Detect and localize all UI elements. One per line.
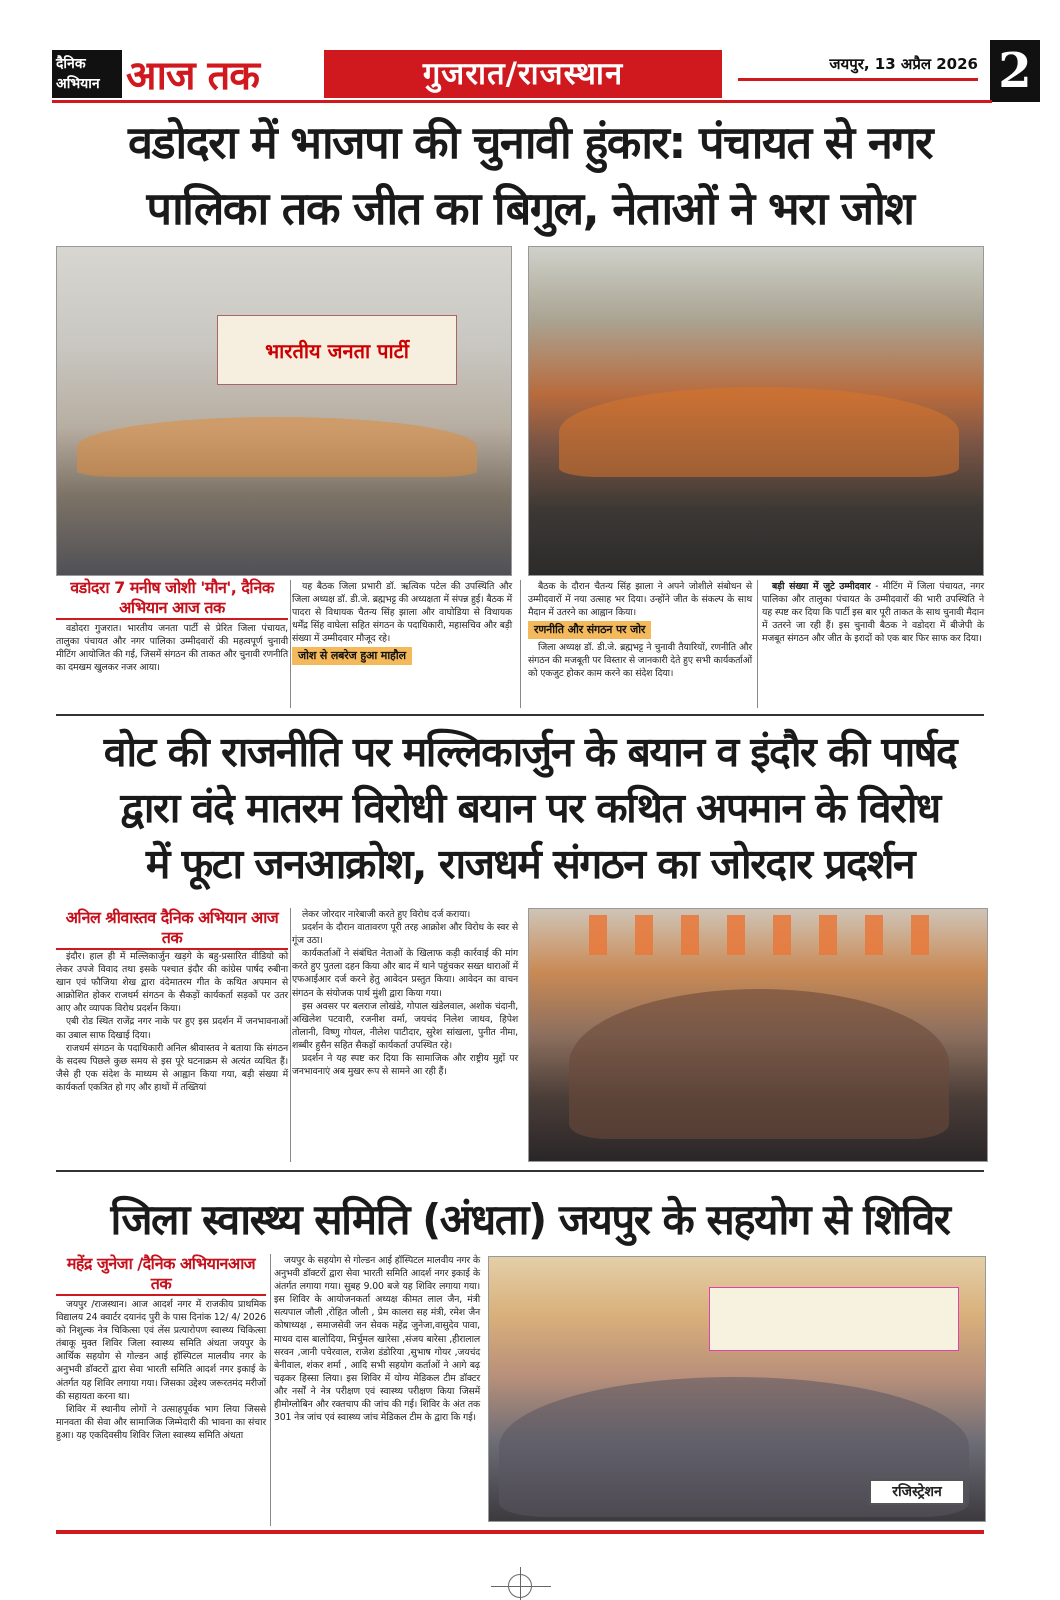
story2-headline [40, 724, 1020, 892]
story1-subhead-2: रणनीति और संगठन पर जोर [528, 621, 651, 639]
logo-line-2: अभियान [56, 76, 100, 92]
story3-paragraph: शिविर में स्थानीय लोगों ने उत्साहपूर्वक भाग लिया जिससे मानवता की सेवा और सामाजिक जिम्मेदारी की भावना का संचार हुआ। यह एकदिवसीय शिविर जिला स्वास्थ्य समिति अंधता [56, 1403, 266, 1441]
story3-column-1 [56, 1298, 266, 1442]
logo-line-1: दैनिक [56, 56, 86, 72]
story2-paragraph: कार्यकर्ताओं ने संबंधित नेताओं के खिलाफ कड़ी कार्रवाई की मांग करते हुए पुतला दहन किया और बाद में थाने पहुंचकर सख्त धाराओं में एफआईआर दर्ज करने हेतु आवेदन प्रस्तुत किया। आवेदन का वाचन संगठन के संयोजक पार्थ मुंशी द्वारा किया गया। [292, 948, 518, 999]
registration-mark-icon [508, 1574, 532, 1598]
story2-paragraph: एबी रोड स्थित राजेंद्र नगर नाके पर हुए इस प्रदर्शन में जनभावनाओं का उबाल साफ दिखाई दिया। [56, 1016, 288, 1041]
story1-paragraph: यह बैठक जिला प्रभारी डॉ. ऋत्विक पटेल की उपस्थिति और जिला अध्यक्ष डॉ. डी.जे. ब्रह्मभट्ट की अध्यक्षता में संपन्न हुई। बैठक में पादरा से विधायक चैतन्य सिंह झाला और वाघोडिया से विधायक धर्मेंद्र सिंह वाघेला सहित संगठन के पदाधिकारी, महासचिव और बड़ी संख्या में उम्मीदवार मौजूद रहे। [292, 581, 512, 645]
story2-byline: अनिल श्रीवास्तव दैनिक अभियान आज तक [56, 908, 288, 950]
story2-paragraph: राजधर्म संगठन के पदाधिकारी अनिल श्रीवास्तव ने बताया कि संगठन के सदस्य पिछले कुछ समय से इस पूरे घटनाक्रम से अत्यंत व्यथित हैं। जैसे ही एक संदेश के माध्यम से आह्वान किया गया, बड़ी संख्या में कार्यकर्ता एकत्रित हो गए और हाथों में तख्तियां [56, 1042, 288, 1093]
page-number: 2 [990, 40, 1040, 102]
masthead [52, 43, 1032, 102]
registration-sign: रजिस्ट्रेशन [869, 1479, 965, 1505]
story2-headline-line3: में फूटा जनआक्रोश, राजधर्म संगठन का जोरदार प्रदर्शन [145, 840, 915, 888]
masthead-rule [52, 100, 992, 103]
saffron-flags [589, 915, 929, 955]
dateline: जयपुर, 13 अप्रैल 2026 [829, 55, 978, 73]
story1-para5-lead: बड़ी संख्या में जुटे उम्मीदवार [772, 581, 871, 592]
column-divider [290, 908, 291, 1162]
story-divider [56, 1170, 984, 1172]
story1-photo-crowd [528, 246, 984, 576]
story2-protest-photo [528, 908, 988, 1162]
camp-banner [709, 1287, 959, 1351]
story2-headline-line2: द्वारा वंदे मातरम विरोधी बयान पर कथित अपमान के विरोध [120, 784, 940, 832]
story3-camp-photo [488, 1256, 986, 1522]
dateline-rule [738, 78, 978, 81]
story1-paragraph: वडोदरा गुजरात। भारतीय जनता पार्टी से प्रेरित जिला पंचायत, तालुका पंचायत और नगर पालिका उम्मीदवारों की महत्वपूर्ण चुनावी मीटिंग आयोजित की गई, जिसमें संगठन की ताकत और चुनावी रणनीति का दमखम खुलकर नजर आया। [56, 623, 288, 674]
seated-leaders [77, 417, 477, 477]
page-bottom-rule [56, 1530, 984, 1534]
column-divider [270, 1254, 271, 1526]
story1-headline-line2: पालिका तक जीत का बिगुल, नेताओं ने भरा जोश [146, 182, 914, 235]
story1-column-2 [292, 580, 512, 667]
audience-group [559, 387, 959, 477]
story1-column-1 [56, 622, 288, 674]
story3-column-2 [274, 1254, 480, 1424]
story2-paragraph: लेकर जोरदार नारेबाजी करते हुए विरोध दर्ज कराया। [302, 909, 471, 920]
story1-column-4 [762, 580, 984, 645]
story2-paragraph: इंदौर। हाल ही में मल्लिकार्जुन खड़गे के बहु-प्रसारित वीडियो को लेकर उपजे विवाद तथा इसके पश्चात इंदौर की कांग्रेस पार्षद रुबीना खान एवं फौजिया शेख द्वारा वंदेमातरम गीत के कथित अपमान से आक्रोशित होकर राजधर्म संगठन के सैकड़ों कार्यकर्ता सड़कों पर उतर आए और व्यापक विरोध प्रदर्शन किया। [56, 951, 288, 1015]
bjp-banner: भारतीय जनता पार्टी [217, 315, 457, 385]
story1-paragraph [762, 580, 984, 645]
story1-para5-body: - मीटिंग में जिला पंचायत, नगर पालिका और तालुका पंचायत के उम्मीदवारों की भारी उपस्थिति ने यह स्पष्ट कर दिया कि पार्टी इस बार पूरी ताकत के साथ चुनावी मैदान में उतरने जा रही हैं। इस चुनावी बैठक ने वडोदरा में बीजेपी के मजबूत संगठन और जीत के इरादों को एक बार फिर साफ कर दिया। [762, 581, 984, 645]
story3-paragraph: जयपुर के सहयोग से गोल्डन आई हॉस्पिटल मालवीय नगर के अनुभवी डॉक्टरों द्वारा सेवा भारती समिति आदर्श नगर इकाई के अंतर्गत लगाया गया। सुबह 9.00 बजे यह शिविर लगाया गया। इस शिविर के आयोजनकर्ता अध्यक्ष कीमत लाल जैन, मंत्री सत्यपाल जौली ,रोहित जौली , प्रेम कालरा सह मंत्री, रमेश जैन कोषाध्यक्ष , समाजसेवी जन सेवक महेंद्र जुनेजा,वासुदेव पावा, माधव दास बालोदिया, मिर्चुमल खारेसा ,संजय बारेसा ,हीरालाल सरवन ,जानी पचेरवाल, राजेश डंडोरिया ,सुभाष गोयर ,जयचंद बेनीवाल, शंकर शर्मा , आदि सभी सहयोग कर्ताओं ने आगे बढ़ चढ़कर हिस्सा लिया। इस शिविर में योग्य मेडिकल टीम डॉक्टर और नर्सों ने नेत्र परीक्षण एवं स्वास्थ्य परीक्षण किया जिसमें हीमोग्लोबिन और रक्तचाप की जांच की गई। शिविर के अंत तक 301 नेत्र जांच एवं स्वास्थ्य जांच मेडिकल टीम के द्वारा कि गई। [274, 1255, 480, 1424]
story1-subhead-1: जोश से लबरेज हुआ माहौल [292, 647, 412, 665]
newspaper-logo-small [52, 50, 122, 98]
story1-byline: वडोदरा 7 मनीष जोशी 'मौन', दैनिक अभियान आज तक [56, 578, 288, 620]
story3-headline: जिला स्वास्थ्य समिति (अंधता) जयपुर के सहयोग से शिविर [110, 1195, 950, 1244]
story1-photo-stage [56, 246, 512, 576]
protesters-group [569, 989, 949, 1139]
newspaper-logo-title: आज तक [126, 52, 260, 99]
story1-column-3 [528, 580, 752, 681]
section-title: गुजरात/राजस्थान [324, 50, 722, 98]
story-divider [56, 714, 984, 716]
column-divider [290, 580, 291, 708]
story2-column-1 [56, 950, 288, 1094]
story2-column-2 [292, 908, 518, 1078]
column-divider [520, 580, 521, 708]
story2-paragraph: इस अवसर पर बलराज लोखंडे, गोपाल खंडेलवाल, अशोक चंदानी, अखिलेश पटवारी, रजनीश वर्मा, जयचंद निलेश जाधव, हिपेश तोलानी, विष्णु गोयल, नीलेश पाटीदार, सुरेश सांखला, पुनीत नीमा, शब्बीर हुसैन सहित सैकड़ों कार्यकर्ता उपस्थित रहे। [292, 1000, 518, 1051]
story1-paragraph: जिला अध्यक्ष डॉ. डी.जे. ब्रह्मभट्ट ने चुनावी तैयारियों, रणनीति और संगठन की मजबूती पर विस्तार से जानकारी देते हुए सभी कार्यकर्ताओं को एकजुट होकर काम करने का संदेश दिया। [528, 642, 752, 680]
story1-paragraph: बैठक के दौरान चैतन्य सिंह झाला ने अपने जोशीले संबोधन से उम्मीदवारों में नया उत्साह भर दिया। उन्होंने जीत के संकल्प के साथ मैदान में उतरने का आह्वान किया। [528, 581, 752, 619]
story2-headline-line1: वोट की राजनीति पर मल्लिकार्जुन के बयान व इंदौर की पार्षद [103, 728, 957, 776]
story3-byline: महेंद्र जुनेजा /दैनिक अभियानआज तक [56, 1254, 266, 1296]
story2-paragraph: प्रदर्शन के दौरान वातावरण पूरी तरह आक्रोश और विरोध के स्वर से गूंज उठा। [292, 922, 518, 947]
story1-headline [40, 110, 1020, 242]
story2-paragraph: प्रदर्शन ने यह स्पष्ट कर दिया कि सामाजिक और राष्ट्रीय मुद्दों पर जनभावनाएं अब मुखर रूप से सामने आ रही हैं। [292, 1053, 518, 1078]
column-divider [757, 580, 758, 708]
story3-paragraph: जयपुर /राजस्थान। आज आदर्श नगर में राजकीय प्राथमिक विद्यालय 24 क्वार्टर दयानंद पुरी के पास दिनांक 12/ 4/ 2026 को निशुल्क नेत्र चिकित्सा एवं लेंस प्रत्यारोपण स्वास्थ्य चिकित्सा तंबाकू मुक्त शिविर जिला स्वास्थ्य समिति अंधता जयपुर के आर्थिक सहयोग से गोल्डन आई हॉस्पिटल मालवीय नगर के अनुभवी डॉक्टरों द्वारा सेवा भारती समिति आदर्श नगर इकाई के अंतर्गत यह शिविर लगाया गया। जिसका उद्देश्य जरूरतमंद मरीजों की सहायता करना था। [56, 1299, 266, 1402]
story1-headline-line1: वडोदरा में भाजपा की चुनावी हुंकार: पंचायत से नगर [127, 116, 933, 169]
